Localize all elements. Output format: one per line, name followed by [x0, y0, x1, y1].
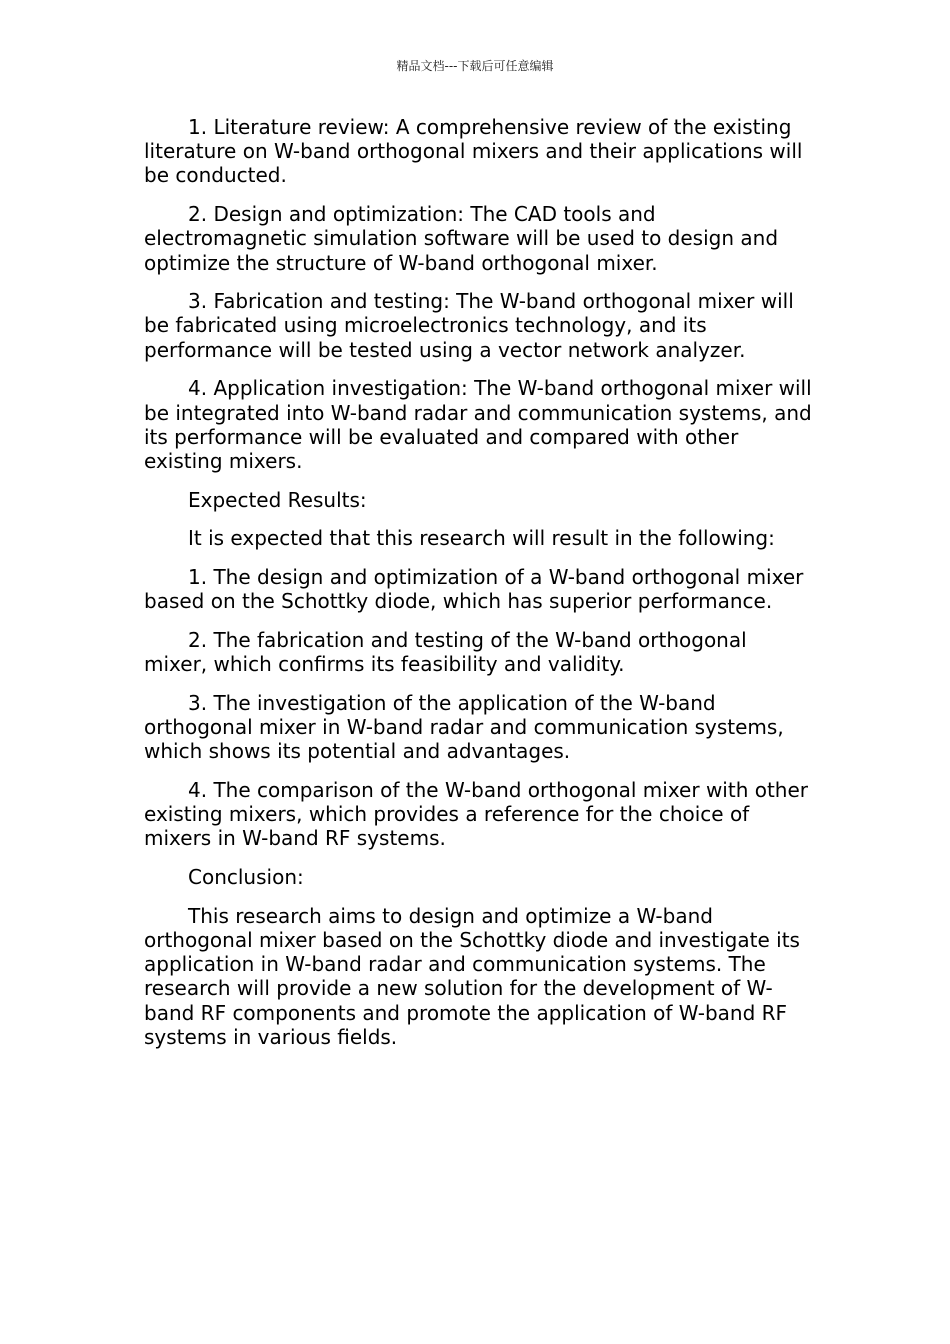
section-heading-conclusion: Conclusion: — [188, 865, 304, 890]
result-item-4: 4. The comparison of the W-band orthogonal mixer with other existing mixers, which provides a reference for the choice of mixers in W-band RF systems. — [144, 777, 809, 851]
result-item-2: 2. The fabrication and testing of the W-band orthogonal mixer, which confirms its feasibility and validity. — [144, 627, 747, 677]
method-fabrication-testing: 3. Fabrication and testing: The W-band orthogonal mixer will be fabricated using microelectronics technology, and its performance will be tested using a vector network analyzer. — [144, 289, 794, 362]
page-header: 精品文档---下载后可任意编辑 — [396, 59, 554, 73]
expected-results-intro: It is expected that this research will result in the following: — [188, 526, 775, 551]
document-body — [144, 115, 812, 1064]
result-item-3: 3. The investigation of the application of the W-band orthogonal mixer in W-band radar and communication systems, which shows its potential and advantages. — [144, 690, 784, 764]
method-literature-review: 1. Literature review: A comprehensive review of the existing literature on W-band orthogonal mixers and their applications will be conducted. — [144, 115, 803, 188]
section-heading-expected-results: Expected Results: — [188, 487, 367, 512]
conclusion-text: This research aims to design and optimize a W-band orthogonal mixer based on the Schottky diode and investigate its application in W-band radar and communication systems. The research will provide a new solution for the development of W-band RF components and promote the application of W-band RF systems in various fields. — [144, 903, 800, 1049]
result-item-1: 1. The design and optimization of a W-band orthogonal mixer based on the Schottky diode, which has superior performance. — [144, 565, 804, 614]
method-application-investigation: 4. Application investigation: The W-band orthogonal mixer will be integrated into W-band radar and communication systems, and its performance will be evaluated and compared with other existing mixers. — [144, 376, 812, 473]
method-design-optimization: 2. Design and optimization: The CAD tools and electromagnetic simulation software will be used to design and optimize the structure of W-band orthogonal mixer. — [144, 202, 779, 275]
